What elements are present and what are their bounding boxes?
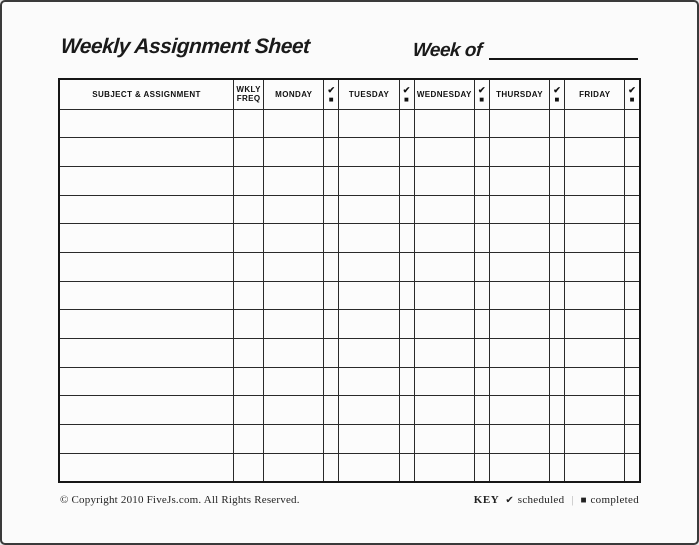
cell-tuesday [339, 367, 399, 396]
cell-subject [59, 425, 234, 454]
cell-check-friday [625, 367, 640, 396]
cell-check-wednesday [474, 425, 489, 454]
cell-subject [59, 367, 234, 396]
assignment-row [59, 425, 640, 454]
cell-monday [264, 339, 324, 368]
cell-check-tuesday [399, 425, 414, 454]
cell-friday [565, 109, 625, 138]
cell-friday [565, 367, 625, 396]
cell-check-thursday [550, 310, 565, 339]
column-header-thursday: THURSDAY [489, 79, 549, 109]
column-header-check-monday [324, 79, 339, 109]
cell-check-wednesday [474, 367, 489, 396]
cell-wkly-freq [234, 310, 264, 339]
cell-check-friday [625, 252, 640, 281]
scheduled-check-icon: ✔ [477, 84, 486, 95]
cell-monday [264, 195, 324, 224]
cell-check-friday [625, 310, 640, 339]
cell-check-friday [625, 224, 640, 253]
cell-check-wednesday [474, 310, 489, 339]
cell-friday [565, 453, 625, 482]
cell-wednesday [414, 396, 474, 425]
cell-monday [264, 224, 324, 253]
cell-check-tuesday [399, 166, 414, 195]
column-header-line: FREQ [236, 94, 261, 104]
cell-check-tuesday [399, 453, 414, 482]
cell-check-wednesday [474, 138, 489, 167]
cell-check-friday [625, 166, 640, 195]
cell-tuesday [339, 425, 399, 454]
week-of-blank-line [489, 57, 638, 60]
cell-friday [565, 310, 625, 339]
cell-tuesday [339, 310, 399, 339]
cell-check-monday [324, 224, 339, 253]
cell-monday [264, 252, 324, 281]
cell-wednesday [414, 453, 474, 482]
cell-wkly-freq [234, 396, 264, 425]
cell-check-thursday [550, 224, 565, 253]
cell-wkly-freq [234, 138, 264, 167]
cell-wkly-freq [234, 425, 264, 454]
completed-symbol-icon: ■ [580, 495, 587, 506]
cell-check-friday [625, 109, 640, 138]
cell-check-friday [625, 138, 640, 167]
cell-tuesday [339, 224, 399, 253]
cell-friday [565, 195, 625, 224]
cell-check-tuesday [399, 281, 414, 310]
cell-check-friday [625, 453, 640, 482]
cell-subject [59, 281, 234, 310]
cell-thursday [489, 396, 549, 425]
footer [60, 494, 639, 506]
cell-check-wednesday [474, 166, 489, 195]
cell-check-thursday [550, 252, 565, 281]
cell-check-wednesday [474, 252, 489, 281]
scheduled-check-icon: ✔ [628, 84, 637, 95]
cell-check-monday [324, 453, 339, 482]
cell-check-thursday [550, 339, 565, 368]
cell-friday [565, 396, 625, 425]
cell-thursday [489, 281, 549, 310]
cell-check-monday [324, 425, 339, 454]
completed-square-icon: ■ [328, 94, 335, 104]
cell-subject [59, 396, 234, 425]
cell-check-tuesday [399, 195, 414, 224]
cell-thursday [489, 224, 549, 253]
cell-monday [264, 281, 324, 310]
cell-subject [59, 252, 234, 281]
completed-square-icon: ■ [404, 94, 410, 104]
cell-check-tuesday [399, 109, 414, 138]
cell-check-wednesday [474, 195, 489, 224]
column-header-check-thursday [550, 79, 565, 109]
cell-friday [565, 166, 625, 195]
cell-friday [565, 425, 625, 454]
column-header-subject: SUBJECT & ASSIGNMENT [59, 79, 234, 109]
cell-subject [59, 339, 234, 368]
cell-monday [264, 109, 324, 138]
cell-wkly-freq [234, 252, 264, 281]
scheduled-check-icon: ✔ [327, 84, 336, 95]
cell-subject [59, 138, 234, 167]
cell-check-tuesday [399, 339, 414, 368]
legend-separator: | [571, 495, 574, 506]
cell-tuesday [339, 339, 399, 368]
cell-wednesday [414, 195, 474, 224]
cell-check-monday [324, 195, 339, 224]
cell-friday [565, 224, 625, 253]
completed-square-icon: ■ [554, 94, 560, 104]
assignment-table [58, 78, 641, 483]
cell-tuesday [339, 138, 399, 167]
cell-monday [264, 367, 324, 396]
cell-check-thursday [550, 453, 565, 482]
cell-check-wednesday [474, 109, 489, 138]
cell-thursday [489, 138, 549, 167]
assignment-row [59, 195, 640, 224]
column-header-check-friday [625, 79, 640, 109]
cell-thursday [489, 109, 549, 138]
assignment-row [59, 252, 640, 281]
cell-check-thursday [550, 138, 565, 167]
cell-wkly-freq [234, 224, 264, 253]
cell-check-thursday [550, 166, 565, 195]
cell-friday [565, 281, 625, 310]
cell-thursday [489, 425, 549, 454]
header-row [59, 79, 640, 109]
legend-label: completed [590, 494, 639, 506]
cell-check-thursday [550, 109, 565, 138]
legend-items [505, 494, 639, 506]
cell-check-monday [324, 310, 339, 339]
legend [474, 494, 639, 506]
cell-monday [264, 166, 324, 195]
cell-tuesday [339, 166, 399, 195]
cell-subject [59, 166, 234, 195]
cell-wkly-freq [234, 281, 264, 310]
column-header-line: WKLY [236, 85, 261, 95]
cell-wednesday [414, 109, 474, 138]
cell-check-friday [625, 195, 640, 224]
cell-check-tuesday [399, 224, 414, 253]
cell-monday [264, 310, 324, 339]
cell-check-tuesday [399, 367, 414, 396]
cell-wkly-freq [234, 166, 264, 195]
cell-monday [264, 396, 324, 425]
cell-check-wednesday [474, 224, 489, 253]
cell-wkly-freq [234, 339, 264, 368]
cell-thursday [489, 310, 549, 339]
column-header-wkly-freq [234, 79, 264, 109]
cell-check-monday [324, 396, 339, 425]
completed-square-icon: ■ [479, 94, 485, 104]
cell-thursday [489, 166, 549, 195]
cell-check-monday [324, 281, 339, 310]
column-header-monday: MONDAY [264, 79, 324, 109]
cell-monday [264, 453, 324, 482]
scheduled-symbol-icon: ✔ [505, 495, 514, 506]
legend-label: scheduled [517, 494, 565, 506]
cell-friday [565, 339, 625, 368]
cell-subject [59, 453, 234, 482]
week-of-label: Week of [412, 40, 483, 61]
cell-wednesday [414, 310, 474, 339]
column-header-check-wednesday [474, 79, 489, 109]
cell-wkly-freq [234, 109, 264, 138]
scheduled-check-icon: ✔ [402, 84, 411, 95]
cell-wednesday [414, 339, 474, 368]
column-header-friday: FRIDAY [565, 79, 625, 109]
assignment-row [59, 224, 640, 253]
cell-subject [59, 310, 234, 339]
copyright-text: © Copyright 2010 FiveJs.com. All Rights Reserved. [60, 494, 300, 506]
cell-wednesday [414, 166, 474, 195]
cell-check-monday [324, 138, 339, 167]
cell-wkly-freq [234, 367, 264, 396]
assignment-row [59, 367, 640, 396]
cell-check-friday [625, 281, 640, 310]
cell-friday [565, 138, 625, 167]
cell-check-friday [625, 396, 640, 425]
cell-check-monday [324, 339, 339, 368]
assignment-row [59, 453, 640, 482]
assignment-row [59, 138, 640, 167]
cell-check-wednesday [474, 281, 489, 310]
assignment-row [59, 396, 640, 425]
cell-wednesday [414, 138, 474, 167]
cell-tuesday [339, 195, 399, 224]
cell-wednesday [414, 252, 474, 281]
cell-check-friday [625, 339, 640, 368]
cell-check-tuesday [399, 138, 414, 167]
cell-check-monday [324, 367, 339, 396]
cell-check-tuesday [399, 310, 414, 339]
page-title: Weekly Assignment Sheet [60, 35, 311, 58]
cell-wkly-freq [234, 453, 264, 482]
cell-monday [264, 138, 324, 167]
cell-check-wednesday [474, 339, 489, 368]
assignment-row [59, 310, 640, 339]
cell-wednesday [414, 367, 474, 396]
cell-monday [264, 425, 324, 454]
column-header-wednesday: WEDNESDAY [414, 79, 474, 109]
cell-check-thursday [550, 281, 565, 310]
cell-wednesday [414, 224, 474, 253]
cell-check-monday [324, 252, 339, 281]
cell-check-thursday [550, 425, 565, 454]
cell-check-wednesday [474, 453, 489, 482]
cell-thursday [489, 453, 549, 482]
cell-thursday [489, 339, 549, 368]
cell-subject [59, 195, 234, 224]
cell-check-wednesday [474, 396, 489, 425]
cell-subject [59, 109, 234, 138]
cell-tuesday [339, 281, 399, 310]
cell-friday [565, 252, 625, 281]
week-of-field [412, 40, 638, 62]
cell-check-thursday [550, 367, 565, 396]
cell-tuesday [339, 396, 399, 425]
cell-check-monday [324, 109, 339, 138]
cell-tuesday [339, 109, 399, 138]
cell-check-monday [324, 166, 339, 195]
assignment-row [59, 109, 640, 138]
cell-thursday [489, 195, 549, 224]
cell-check-tuesday [399, 252, 414, 281]
cell-subject [59, 224, 234, 253]
cell-check-tuesday [399, 396, 414, 425]
cell-wednesday [414, 281, 474, 310]
cell-check-thursday [550, 396, 565, 425]
column-header-check-tuesday [399, 79, 414, 109]
column-header-tuesday: TUESDAY [339, 79, 399, 109]
assignment-row [59, 281, 640, 310]
cell-thursday [489, 252, 549, 281]
cell-check-thursday [550, 195, 565, 224]
cell-wednesday [414, 425, 474, 454]
cell-tuesday [339, 453, 399, 482]
legend-title: KEY [473, 494, 500, 506]
assignment-row [59, 166, 640, 195]
scheduled-check-icon: ✔ [553, 84, 562, 95]
cell-check-friday [625, 425, 640, 454]
assignment-row [59, 339, 640, 368]
cell-wkly-freq [234, 195, 264, 224]
cell-tuesday [339, 252, 399, 281]
completed-square-icon: ■ [629, 94, 635, 104]
cell-thursday [489, 367, 549, 396]
